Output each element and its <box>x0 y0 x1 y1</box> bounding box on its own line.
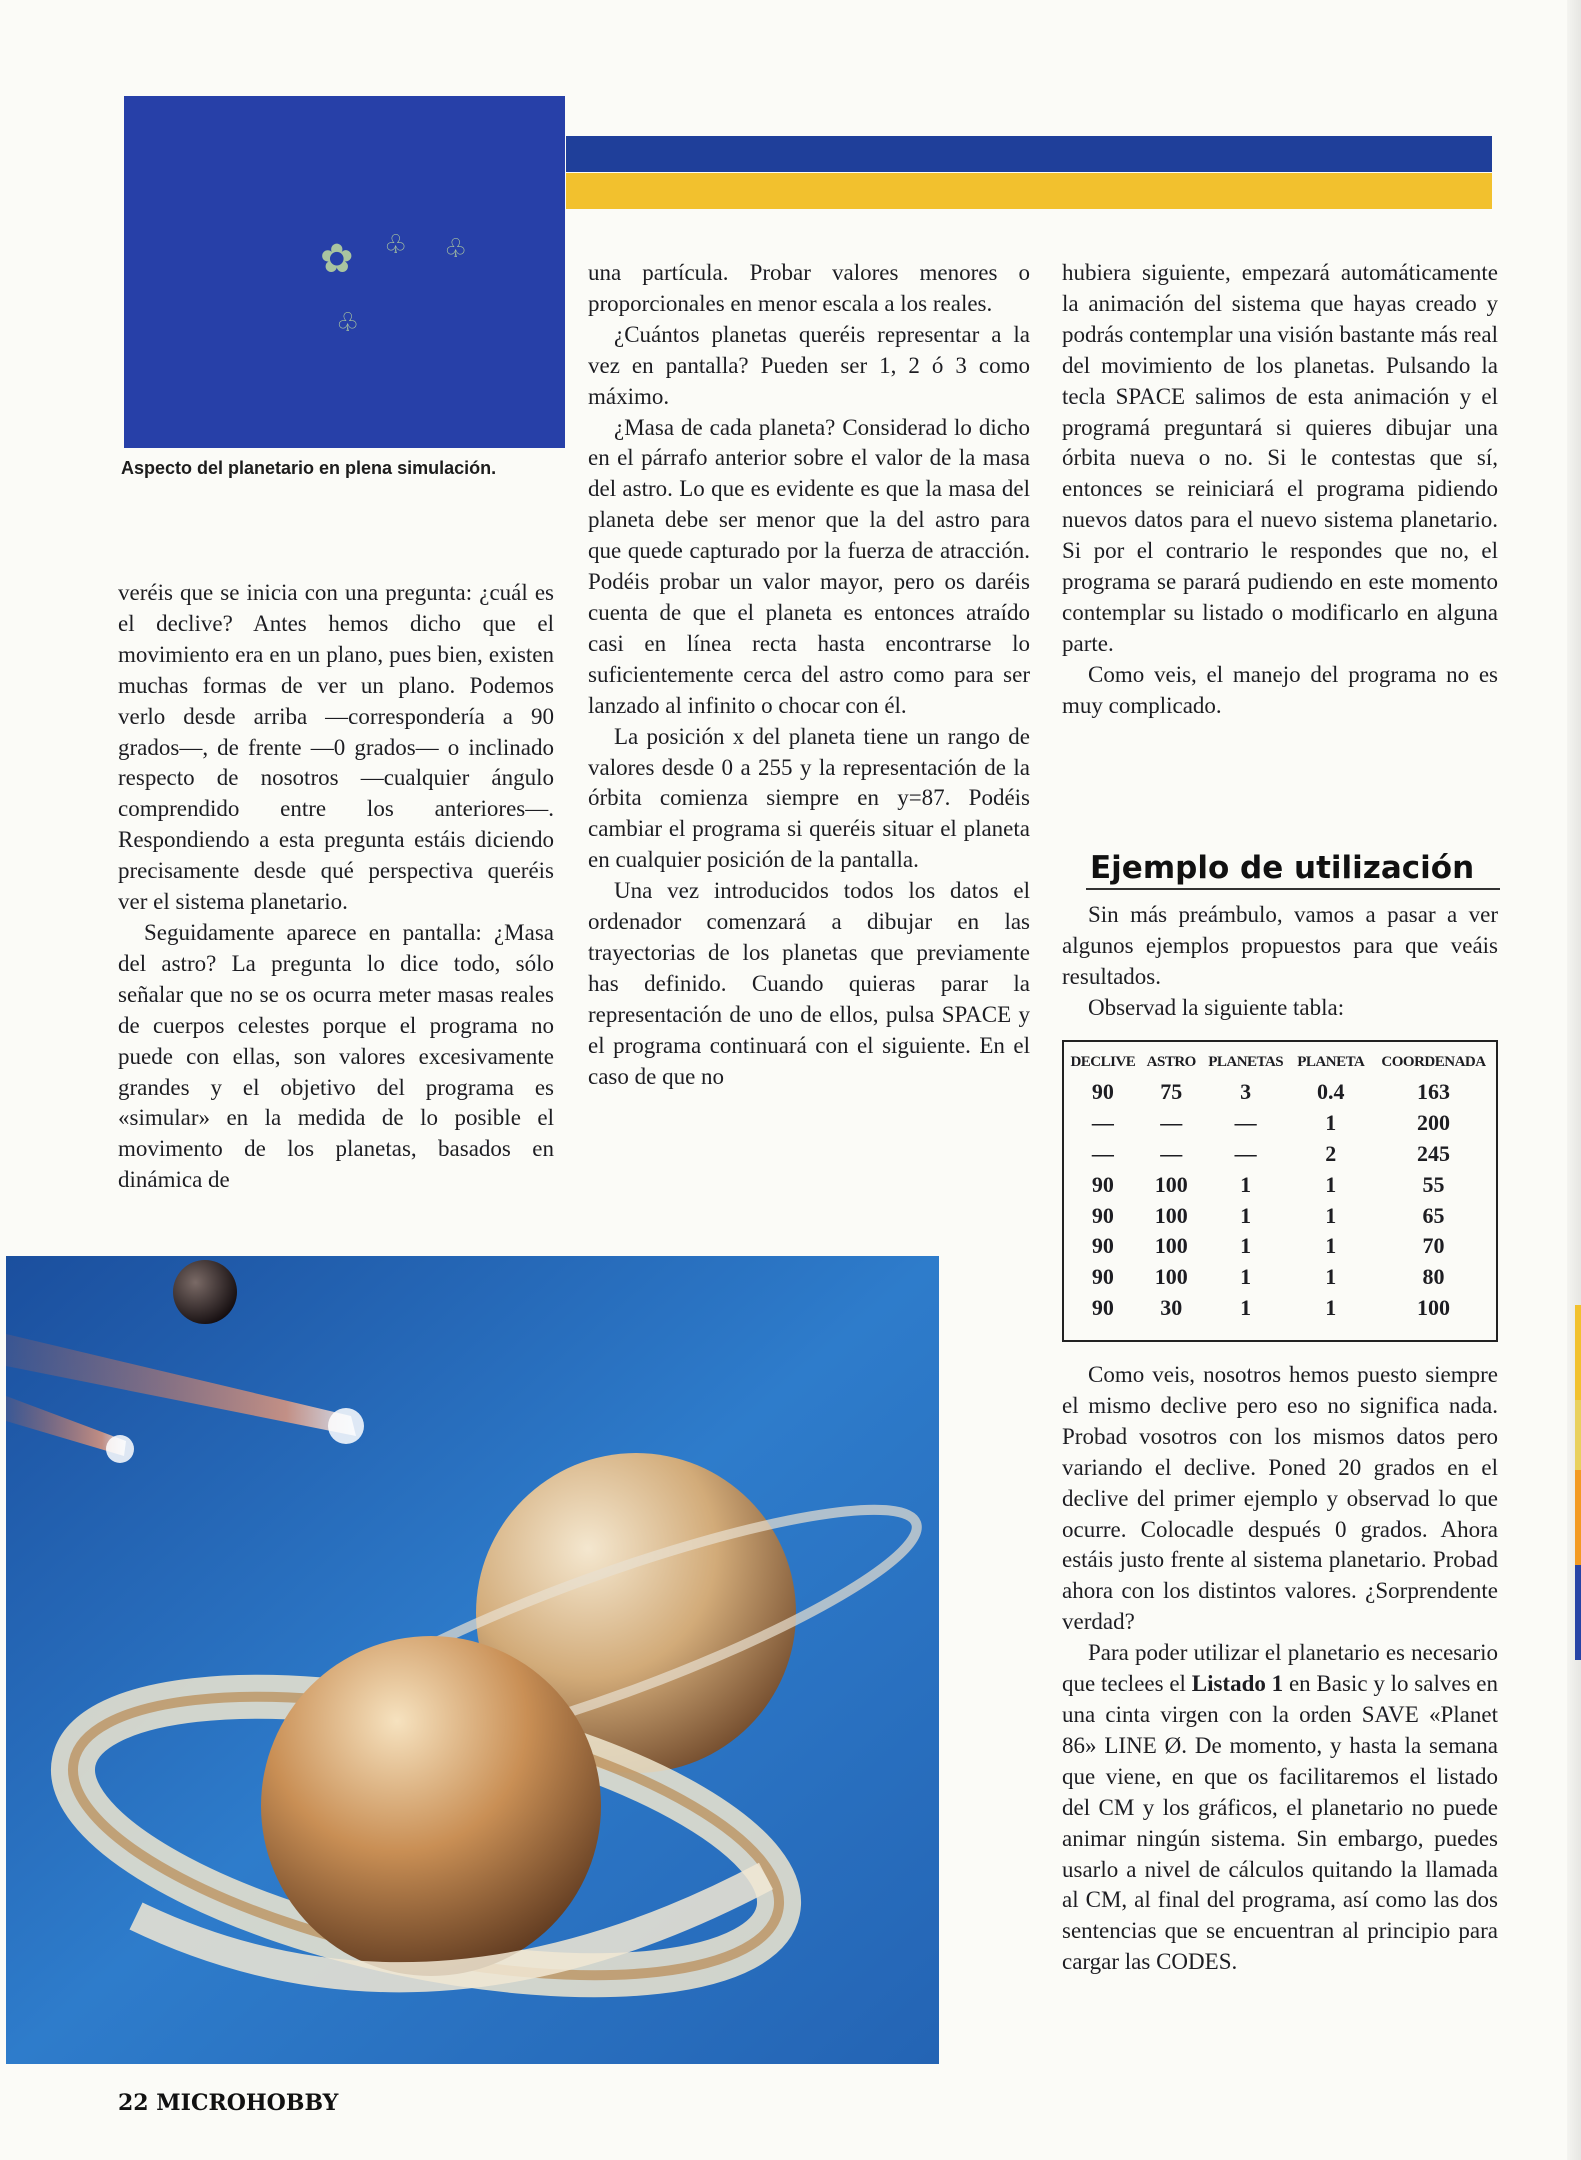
table-cell: 1 <box>1325 1110 1337 1136</box>
table-cell: — <box>1234 1140 1257 1166</box>
table-cell: 65 <box>1422 1202 1445 1228</box>
paragraph: Observad la siguiente tabla: <box>1088 994 1345 1020</box>
paragraph-listado <box>1062 1638 1498 1978</box>
saturn-illustration <box>6 1256 939 2064</box>
paragraph: Como veis, el manejo del programa no es muy complicado. <box>1062 661 1498 718</box>
table-cell: 100 <box>1154 1264 1188 1290</box>
planet-glyph: ♧ <box>444 234 468 264</box>
data-table <box>1064 1052 1496 1323</box>
table-cell: 90 <box>1091 1171 1114 1197</box>
screenshot-caption: Aspecto del planetario en plena simulación. <box>121 458 497 478</box>
table-cell: 1 <box>1325 1233 1337 1259</box>
column-1 <box>118 578 554 1196</box>
planet-glyph: ♧ <box>384 230 408 260</box>
paragraph: ¿Masa de cada planeta? Considerad lo dicho en el párrafo anterior sobre el valor de la masa del astro. Lo que es evidente es que la masa del planeta debe ser menor que la del astro para que quede capturado por la fuerza de atracción. Podéis probar un valor mayor, pero os daréis cuenta de que el planeta es entonces atraído casi en línea recta hasta encontrarse lo suficientemente cerca del astro como para ser lanzado al infinito o chocar con él. <box>588 414 1030 718</box>
column-header: COORDENADA <box>1381 1054 1486 1070</box>
table-row <box>1064 1077 1496 1108</box>
table-cell: — <box>1091 1110 1114 1136</box>
text-run: Para poder utilizar el planetario es necesario que teclees el <box>1062 1640 1498 1697</box>
table-cell: 90 <box>1091 1264 1114 1290</box>
paragraph: La posición x del planeta tiene un rango de valores desde 0 a 255 y la representación de la órbita comienza siempre en y=87. Podéis cambiar el programa si queréis situar el planeta en cualquier posición de la pantalla. <box>588 723 1030 873</box>
column-header: PLANETAS <box>1208 1054 1284 1070</box>
table-cell: 3 <box>1240 1079 1252 1105</box>
column-2 <box>588 258 1030 1092</box>
planetarium-screenshot <box>124 96 565 448</box>
header-stripe-yellow <box>566 173 1492 209</box>
table-cell: — <box>1091 1140 1114 1166</box>
examples-table <box>1062 1040 1498 1342</box>
table-cell: 30 <box>1160 1294 1183 1320</box>
table-cell: 100 <box>1154 1233 1188 1259</box>
paragraph: Sin más preámbulo, vamos a pasar a ver algunos ejemplos propuestos para que veáis resultados. <box>1062 902 1498 989</box>
table-row <box>1064 1293 1496 1324</box>
table-cell: 1 <box>1240 1171 1252 1197</box>
text-run: en Basic y lo salves en una cinta virgen con la orden SAVE «Planet 86» LINE Ø. De momento, y hasta la semana que viene, en que os facilitaremos el listado del CM y los gráficos, el planetario no puede animar ningún sistema. Sin embargo, puedes usarlo a nivel de cálculos quitando la llamada al CM, al final del programa, así como las dos sentencias que se encuentran al principio para cargar las CODES. <box>1062 1671 1498 1975</box>
paragraph: una partícula. Probar valores menores o proporcionales en menor escala a los reales. <box>588 260 1030 316</box>
table-row <box>1064 1231 1496 1262</box>
table-cell: 1 <box>1240 1294 1252 1320</box>
table-cell: 1 <box>1325 1264 1337 1290</box>
table-cell: 80 <box>1422 1264 1445 1290</box>
table-cell: — <box>1160 1110 1183 1136</box>
table-cell: 90 <box>1091 1079 1114 1105</box>
table-row <box>1064 1200 1496 1231</box>
table-cell: 1 <box>1240 1233 1252 1259</box>
table-row <box>1064 1108 1496 1139</box>
table-cell: 90 <box>1091 1202 1114 1228</box>
table-cell: — <box>1234 1110 1257 1136</box>
table-cell: — <box>1160 1140 1183 1166</box>
paragraph: Una vez introducidos todos los datos el ordenador comenzará a dibujar en las trayectorias de los planetas que previamente has definido. Cuando quieras parar la representación de uno de ellos, pulsa SPACE y el programa continuará con el siguiente. En el caso de que no <box>588 878 1030 1089</box>
table-cell: 1 <box>1325 1294 1337 1320</box>
column-3-bottom <box>1062 1360 1498 1978</box>
page-footer <box>118 2090 338 2116</box>
table-cell: 200 <box>1417 1110 1450 1136</box>
table-row <box>1064 1262 1496 1293</box>
paragraph: ¿Cuántos planetas queréis representar a la vez en pantalla? Pueden ser 1, 2 ó 3 como máximo. <box>588 321 1030 409</box>
planet-glyph: ♧ <box>336 308 360 338</box>
table-cell: 55 <box>1422 1171 1445 1197</box>
table-cell: 75 <box>1160 1079 1183 1105</box>
table-cell: 100 <box>1154 1171 1188 1197</box>
table-row <box>1064 1169 1496 1200</box>
table-cell: 90 <box>1091 1233 1114 1259</box>
listing-reference: Listado 1 <box>1191 1671 1284 1697</box>
column-3-top <box>1062 258 1498 722</box>
table-cell: 100 <box>1417 1294 1450 1320</box>
section-heading: Ejemplo de utilización <box>1086 850 1500 890</box>
table-cell: 100 <box>1154 1202 1188 1228</box>
magazine-name: MICROHOBBY <box>156 2090 339 2116</box>
table-cell: 245 <box>1417 1140 1450 1166</box>
star-glyph: ✿ <box>320 236 354 282</box>
color-tab <box>1575 1400 1581 1470</box>
color-tab <box>1575 1565 1581 1660</box>
table-cell: 70 <box>1422 1233 1445 1259</box>
column-3-intro <box>1062 900 1498 1024</box>
column-header: ASTRO <box>1146 1054 1196 1070</box>
header-stripe-blue <box>566 136 1492 172</box>
table-cell: 1 <box>1240 1202 1252 1228</box>
column-header: DECLIVE <box>1070 1054 1136 1070</box>
table-cell: 0.4 <box>1317 1079 1345 1105</box>
color-tab <box>1575 1305 1581 1400</box>
color-tab <box>1575 1470 1581 1565</box>
table-cell: 90 <box>1091 1294 1114 1320</box>
paragraph: veréis que se inicia con una pregunta: ¿cuál es el declive? Antes hemos dicho que el movimiento era en un plano, pues bien, existen muchas formas de ver un plano. Podemos verlo desde arriba —correspondería a 90 grados—, de frente —0 grados— o inclinado respecto de nosotros —cualquier ángulo comprendido entre los anteriores—. Respondiendo a esta pregunta estáis diciendo precisamente desde qué perspectiva queréis ver el sistema planetario. <box>118 580 554 915</box>
table-cell: 1 <box>1240 1264 1252 1290</box>
column-header: PLANETA <box>1297 1054 1365 1070</box>
page-edge <box>1567 0 1581 2160</box>
table-header-row <box>1064 1052 1496 1077</box>
paragraph: hubiera siguiente, empezará automáticamente la animación del sistema que hayas creado y podrás contemplar una visión bastante más real del movimiento de los planetas. Pulsando la tecla SPACE salimos de esta animación y el programá preguntará si quieres dibujar una órbita nueva o no. Si le contestas que sí, entonces se reiniciará el programa pidiendo nuevos datos para el nuevo sistema planetario. Si por el contrario le respondes que no, el programa se parará pudiendo en este momento contemplar su listado o modificarlo en alguna parte. <box>1062 260 1498 656</box>
table-cell: 1 <box>1325 1171 1337 1197</box>
table-row <box>1064 1139 1496 1170</box>
table-cell: 2 <box>1325 1140 1337 1166</box>
paragraph: Como veis, nosotros hemos puesto siempre el mismo declive pero eso no significa nada. Probad vosotros con los mismos datos pero variando el declive. Poned 20 grados en el declive del primer ejemplo y observad lo que ocurre. Colocadle después 0 grados. Ahora estáis justo frente al sistema planetario. Probad ahora con los distintos valores. ¿Sorprendente verdad? <box>1062 1362 1498 1635</box>
page-number: 22 <box>118 2090 149 2116</box>
table-cell: 163 <box>1417 1079 1450 1105</box>
table-cell: 1 <box>1325 1202 1337 1228</box>
paragraph: Seguidamente aparece en pantalla: ¿Masa del astro? La pregunta lo dice todo, sólo señalar que no se os ocurra meter masas reales de cuerpos celestes porque el programa no puede con ellas, son valores excesivamente grandes y el objetivo del programa es «simular» en la medida de lo posible el movimento de los planetas, basados en dinámica de <box>118 919 554 1193</box>
